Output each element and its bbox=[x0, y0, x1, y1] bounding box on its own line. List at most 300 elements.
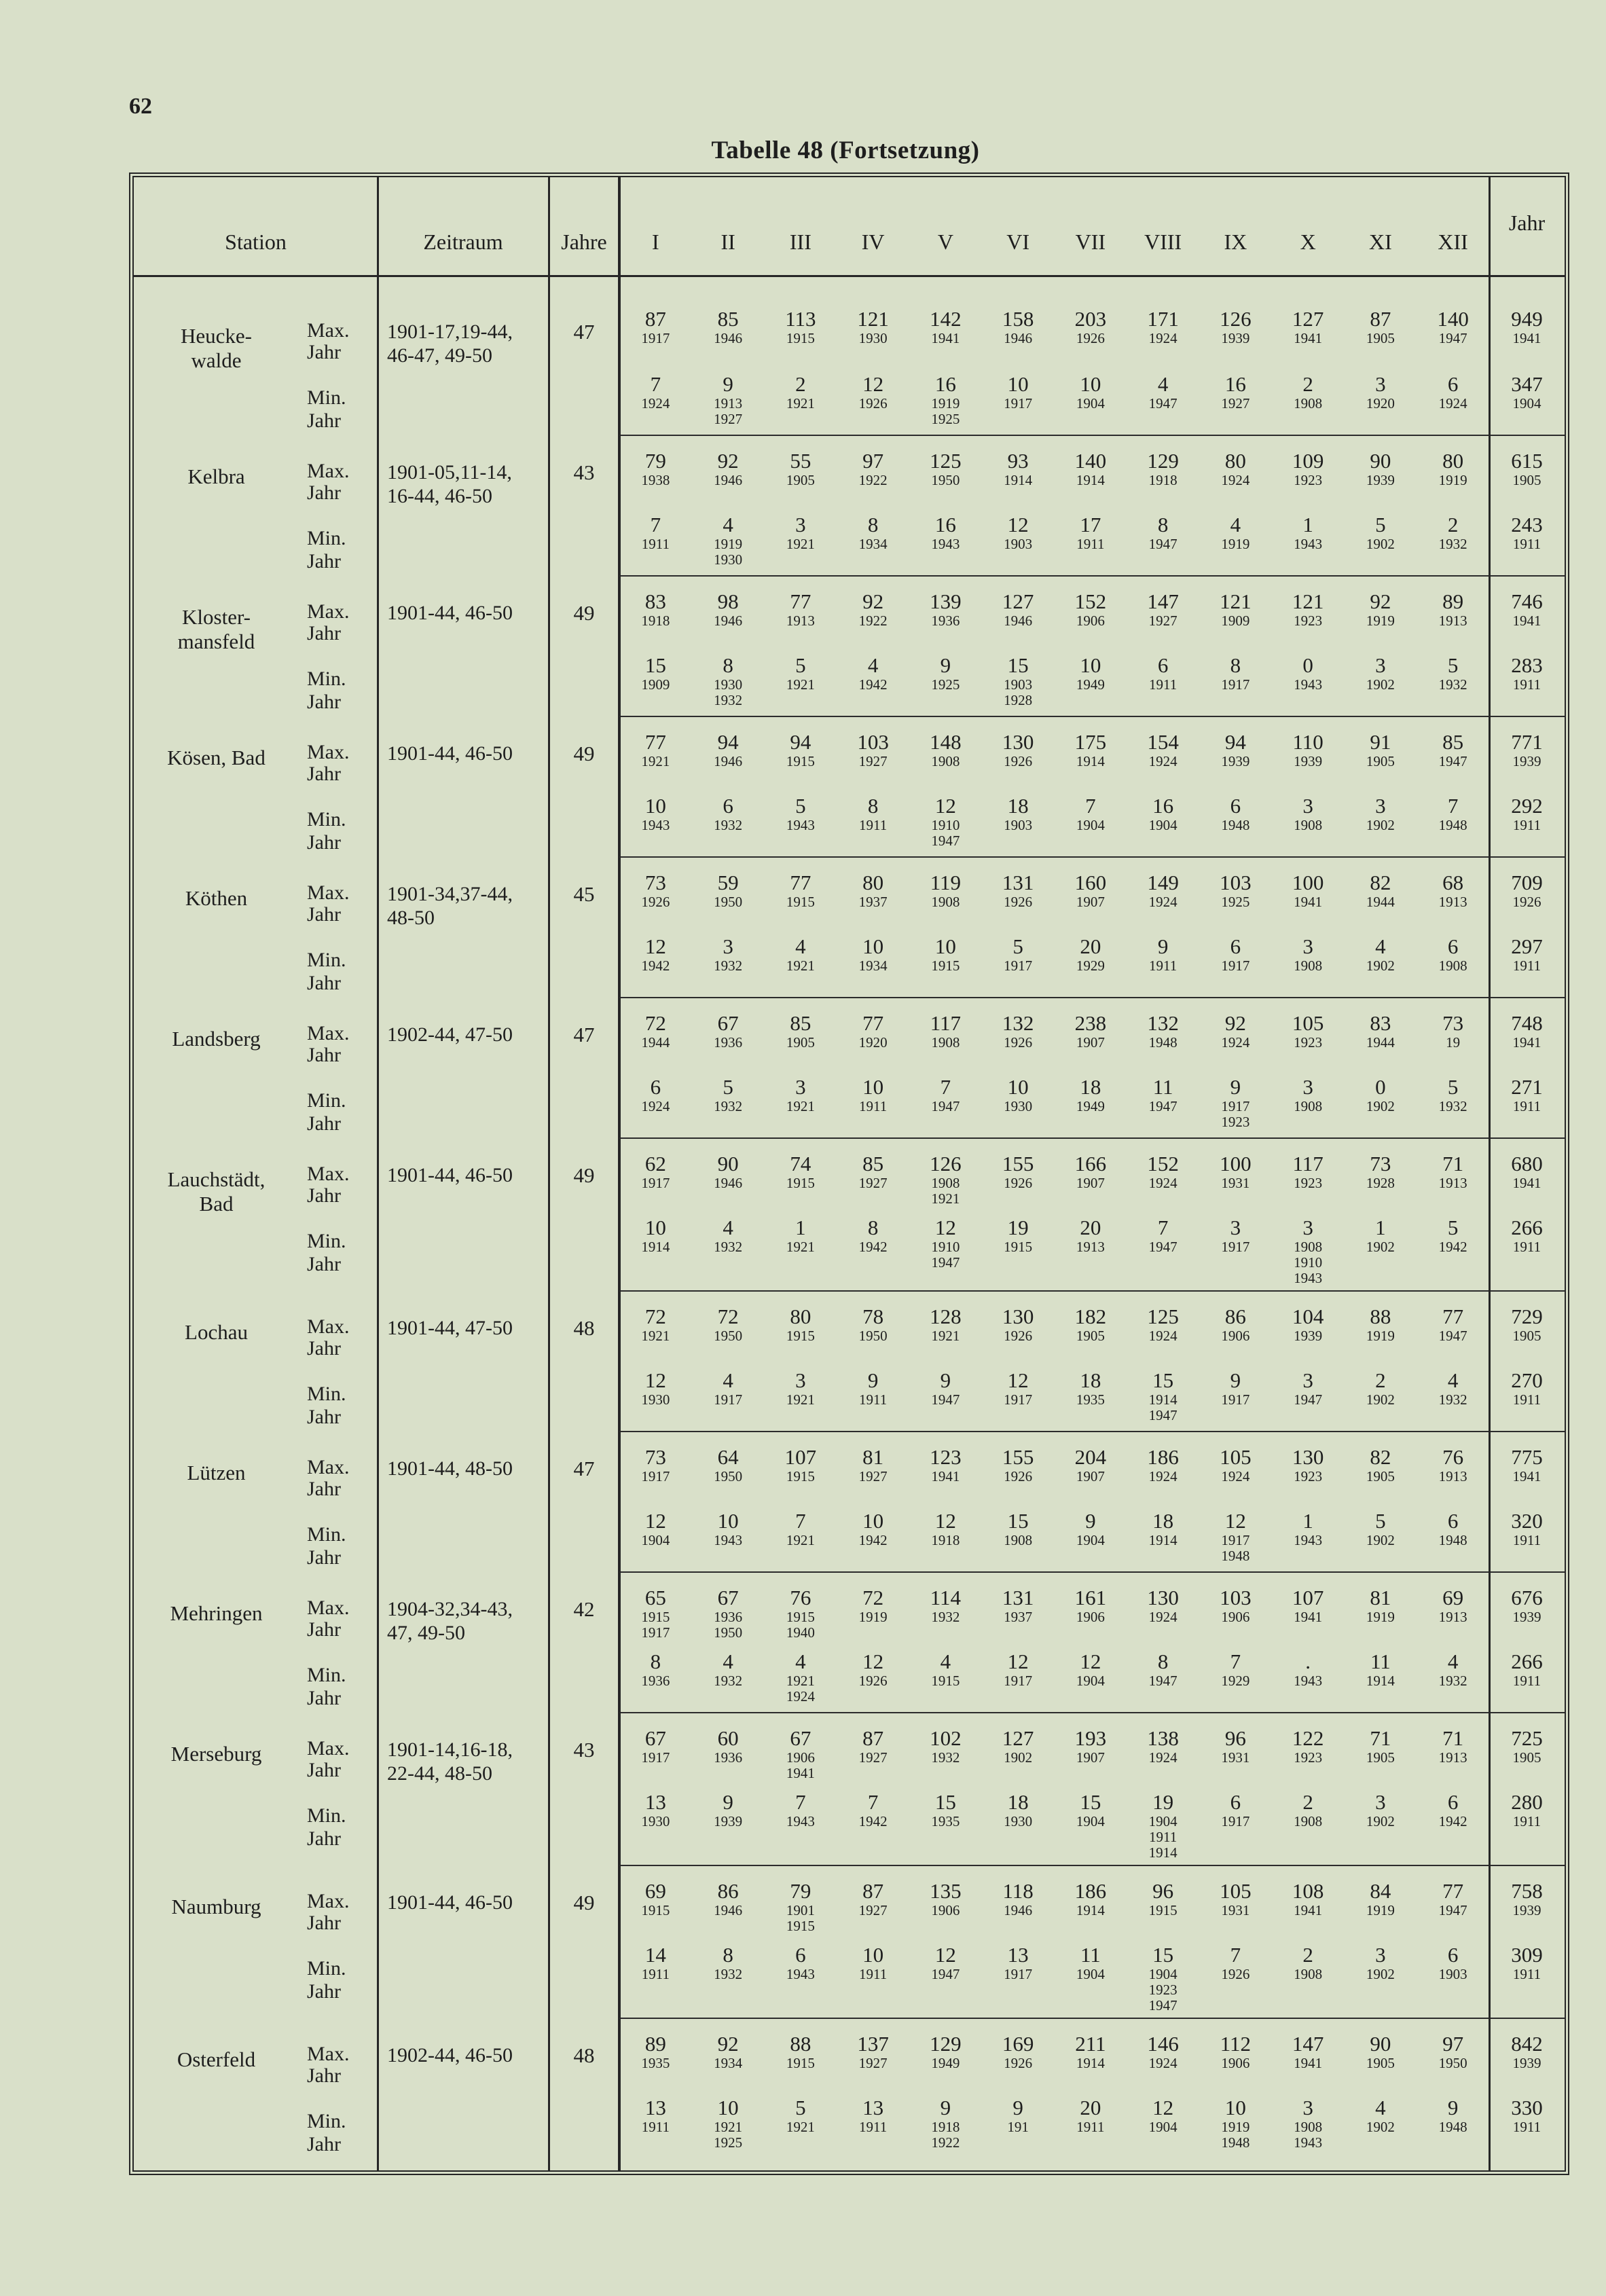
max-value: 83 bbox=[644, 589, 666, 613]
month-min-cell bbox=[1272, 366, 1345, 435]
min-year: 1919 bbox=[1221, 536, 1250, 552]
zeitraum bbox=[378, 1712, 549, 1865]
min-year: 1910 bbox=[1294, 1254, 1323, 1271]
max-year: 1947 bbox=[1438, 1902, 1467, 1918]
month-max-cell bbox=[1055, 1431, 1127, 1503]
jahre-count: 47 bbox=[573, 1023, 595, 1046]
min-value: 2 bbox=[1447, 513, 1459, 536]
zeitraum bbox=[378, 716, 549, 856]
max-year: 1919 bbox=[858, 1609, 888, 1625]
month-max-cell bbox=[1345, 856, 1417, 928]
min-year: 1902 bbox=[1366, 1813, 1395, 1829]
month-max-cell bbox=[1272, 856, 1345, 928]
min-year: 1908 bbox=[1294, 2119, 1323, 2135]
max-label bbox=[299, 1571, 378, 1643]
jahre-count: 48 bbox=[573, 2043, 595, 2067]
jahr-label-text: Jahr bbox=[307, 550, 341, 572]
min-value: 8 bbox=[723, 653, 733, 677]
min-value: 12 bbox=[934, 1943, 956, 1967]
jahr-label-text: Jahr bbox=[307, 831, 341, 854]
max-value: 119 bbox=[930, 871, 962, 894]
min-value: 4 bbox=[940, 1650, 951, 1673]
station-name-line: Mehringen bbox=[170, 1601, 263, 1625]
jahr-label-text: Jahr bbox=[307, 1618, 341, 1641]
max-year: 1924 bbox=[1148, 1328, 1178, 1344]
annual-min-cell bbox=[1489, 1937, 1565, 2018]
zeitraum-line: 22-44, 48-50 bbox=[387, 1762, 492, 1785]
header-jahre: Jahre bbox=[561, 230, 607, 254]
min-value: 243 bbox=[1511, 513, 1543, 536]
max-year: 1919 bbox=[1366, 1328, 1395, 1344]
max-year: 1913 bbox=[1438, 1609, 1467, 1625]
max-value: 130 bbox=[1002, 730, 1034, 754]
min-year: 1943 bbox=[786, 1966, 815, 1982]
month-max-cell bbox=[1417, 1865, 1489, 1937]
station-name bbox=[134, 1431, 299, 1571]
month-min-cell bbox=[765, 366, 837, 435]
min-value: 10 bbox=[934, 934, 956, 958]
min-year: 1948 bbox=[1438, 817, 1467, 833]
annual-max-cell bbox=[1489, 716, 1565, 788]
month-min-cell bbox=[1272, 1503, 1345, 1571]
max-value: 87 bbox=[1370, 307, 1391, 331]
month-max-cell bbox=[1417, 575, 1489, 647]
month-max-cell bbox=[1417, 1571, 1489, 1643]
header-month-3: III bbox=[789, 230, 811, 254]
max-year: 1924 bbox=[1148, 753, 1178, 769]
max-label-text: Max. bbox=[307, 741, 350, 763]
min-year: 1948 bbox=[1438, 1532, 1467, 1548]
min-value: 10 bbox=[644, 794, 666, 818]
month-min-cell bbox=[1272, 1362, 1345, 1431]
month-max-cell bbox=[1199, 1137, 1272, 1209]
month-min-cell bbox=[1055, 507, 1127, 575]
max-value: 87 bbox=[862, 1879, 884, 1903]
min-year: 1917 bbox=[1221, 1532, 1250, 1548]
max-value: 161 bbox=[1074, 1586, 1107, 1609]
max-year: 1915 bbox=[786, 330, 815, 346]
max-year: 1921 bbox=[641, 1328, 670, 1344]
month-max-cell bbox=[909, 1137, 982, 1209]
month-max-cell bbox=[1199, 435, 1272, 507]
month-max-cell bbox=[692, 716, 765, 788]
max-year: 1940 bbox=[786, 1624, 815, 1641]
min-value: 10 bbox=[644, 1216, 666, 1239]
column-divider bbox=[548, 177, 550, 2170]
month-max-cell bbox=[982, 1137, 1055, 1209]
min-year: 1911 bbox=[859, 1098, 888, 1114]
min-year: 1925 bbox=[714, 2134, 743, 2151]
min-value: 20 bbox=[1080, 934, 1101, 958]
max-year: 1924 bbox=[1148, 2055, 1178, 2071]
min-year: 1947 bbox=[1294, 1391, 1323, 1408]
min-year: 1904 bbox=[1076, 1966, 1105, 1982]
max-year: 1915 bbox=[641, 1902, 670, 1918]
jahr-label-text: Jahr bbox=[307, 972, 341, 994]
min-value: 283 bbox=[1511, 653, 1543, 677]
max-year: 1919 bbox=[1366, 613, 1395, 629]
month-max-cell bbox=[1199, 575, 1272, 647]
max-year: 1941 bbox=[1294, 2055, 1323, 2071]
jahr-label-text: Jahr bbox=[307, 1406, 341, 1428]
max-value: 92 bbox=[862, 589, 884, 613]
month-max-cell bbox=[909, 2018, 982, 2090]
max-value: 94 bbox=[790, 730, 811, 754]
min-value: 8 bbox=[1157, 513, 1169, 536]
month-max-cell bbox=[1272, 997, 1345, 1069]
min-value: 8 bbox=[867, 513, 879, 536]
month-min-cell bbox=[1345, 507, 1417, 575]
month-max-cell bbox=[692, 1571, 765, 1643]
annual-max-cell bbox=[1489, 997, 1565, 1069]
min-label-text: Min. bbox=[307, 1383, 346, 1405]
min-value: 6 bbox=[1230, 1790, 1241, 1814]
zeitraum-line: 1901-44, 46-50 bbox=[387, 602, 513, 624]
min-year: 1911 bbox=[1076, 2119, 1105, 2135]
jahr-label-text: Jahr bbox=[307, 1827, 341, 1850]
max-year: 1923 bbox=[1294, 472, 1323, 488]
min-year: 1904 bbox=[1076, 1673, 1105, 1689]
month-min-cell bbox=[982, 1643, 1055, 1712]
min-year: 1927 bbox=[714, 411, 743, 427]
month-min-cell bbox=[619, 1643, 692, 1712]
min-year: 1911 bbox=[1512, 1966, 1541, 1982]
month-min-cell bbox=[692, 1503, 765, 1571]
month-min-cell bbox=[765, 1784, 837, 1865]
month-min-cell bbox=[1127, 1643, 1199, 1712]
max-value: 127 bbox=[1002, 589, 1034, 613]
min-year: 1917 bbox=[1004, 1391, 1033, 1408]
month-max-cell bbox=[1055, 716, 1127, 788]
min-year: 1902 bbox=[1366, 1391, 1395, 1408]
header-station: Station bbox=[225, 230, 287, 254]
min-year: 1930 bbox=[1004, 1813, 1033, 1829]
min-value: 9 bbox=[1447, 2096, 1459, 2119]
zeitraum-line: 47, 49-50 bbox=[387, 1622, 465, 1644]
min-label-text: Min. bbox=[307, 2110, 346, 2132]
month-min-cell bbox=[1345, 1784, 1417, 1865]
min-year: 1915 bbox=[931, 1673, 960, 1689]
max-value: 92 bbox=[717, 2032, 739, 2056]
month-max-cell bbox=[909, 575, 982, 647]
max-value: 137 bbox=[857, 2032, 889, 2056]
month-max-cell bbox=[982, 1571, 1055, 1643]
month-min-cell bbox=[619, 788, 692, 856]
month-max-cell bbox=[1345, 1290, 1417, 1362]
station-name-line: walde bbox=[191, 348, 242, 372]
annual-max-cell bbox=[1489, 1431, 1565, 1503]
max-value: 81 bbox=[862, 1445, 884, 1469]
min-value: 10 bbox=[1080, 372, 1101, 396]
max-year: 1946 bbox=[714, 753, 743, 769]
max-year: 1922 bbox=[858, 613, 888, 629]
min-year: 191 bbox=[1007, 2119, 1029, 2135]
month-max-cell bbox=[1127, 856, 1199, 928]
max-year: 1914 bbox=[1076, 753, 1105, 769]
annual-min-cell bbox=[1489, 1643, 1565, 1712]
header-month-2: II bbox=[720, 230, 735, 254]
min-value: 6 bbox=[1230, 934, 1241, 958]
min-year: 1921 bbox=[786, 395, 815, 412]
min-value: 6 bbox=[1447, 1943, 1459, 1967]
month-min-cell bbox=[1127, 1362, 1199, 1431]
month-max-cell bbox=[765, 1431, 837, 1503]
min-value: 12 bbox=[1007, 1368, 1029, 1392]
max-year: 1939 bbox=[1294, 1328, 1323, 1344]
min-value: 18 bbox=[1080, 1368, 1101, 1392]
table-body bbox=[134, 277, 1565, 2170]
min-value: 3 bbox=[1302, 1368, 1313, 1392]
min-year: 1942 bbox=[858, 1239, 888, 1255]
month-max-cell bbox=[1417, 1431, 1489, 1503]
month-max-cell bbox=[909, 1712, 982, 1784]
month-max-cell bbox=[1345, 1137, 1417, 1209]
month-min-cell bbox=[837, 647, 909, 716]
max-value: 107 bbox=[784, 1445, 817, 1469]
max-value: 77 bbox=[790, 871, 811, 894]
header-month-1: I bbox=[652, 230, 659, 254]
month-max-cell bbox=[1272, 294, 1345, 366]
header-zeitraum: Zeitraum bbox=[423, 230, 503, 254]
max-year: 1937 bbox=[858, 894, 888, 910]
max-value: 71 bbox=[1370, 1726, 1391, 1750]
max-value: 135 bbox=[930, 1879, 962, 1903]
min-value: 4 bbox=[1447, 1368, 1459, 1392]
month-min-cell bbox=[982, 928, 1055, 997]
min-value: 3 bbox=[1375, 653, 1386, 677]
min-value: 11 bbox=[1152, 1075, 1173, 1099]
max-value: 676 bbox=[1511, 1586, 1543, 1609]
min-year: 1926 bbox=[858, 1673, 888, 1689]
max-value: 83 bbox=[1370, 1011, 1391, 1035]
min-year: 1943 bbox=[1294, 1532, 1323, 1548]
min-year: 1934 bbox=[858, 536, 888, 552]
annual-min-cell bbox=[1489, 928, 1565, 997]
month-min-cell bbox=[1055, 788, 1127, 856]
max-value: 103 bbox=[1220, 1586, 1252, 1609]
jahr-label-text: Jahr bbox=[307, 622, 341, 644]
max-value: 126 bbox=[1220, 307, 1252, 331]
max-value: 113 bbox=[785, 307, 816, 331]
month-max-cell bbox=[837, 1290, 909, 1362]
month-max-cell bbox=[982, 435, 1055, 507]
annual-max-cell bbox=[1489, 1290, 1565, 1362]
min-year: 1911 bbox=[859, 1966, 888, 1982]
max-value: 89 bbox=[1442, 589, 1464, 613]
annual-min-cell bbox=[1489, 366, 1565, 435]
max-value: 78 bbox=[862, 1305, 884, 1328]
min-value: 5 bbox=[1447, 1075, 1459, 1099]
min-value: 7 bbox=[650, 513, 661, 536]
max-year: 1913 bbox=[1438, 1749, 1467, 1766]
zeitraum-line: 1901-44, 48-50 bbox=[387, 1457, 513, 1480]
min-year: 1943 bbox=[786, 817, 815, 833]
min-value: 4 bbox=[795, 1650, 806, 1673]
max-value: 62 bbox=[644, 1152, 666, 1176]
max-value: 166 bbox=[1074, 1152, 1107, 1176]
month-max-cell bbox=[1345, 997, 1417, 1069]
month-max-cell bbox=[837, 1865, 909, 1937]
min-label-text: Min. bbox=[307, 808, 346, 831]
min-value: 8 bbox=[1230, 653, 1241, 677]
min-value: 10 bbox=[862, 1943, 884, 1967]
month-max-cell bbox=[1055, 1712, 1127, 1784]
min-year: 1932 bbox=[714, 817, 743, 833]
max-value: 130 bbox=[1292, 1445, 1324, 1469]
station-name bbox=[134, 2018, 299, 2158]
min-year: 1902 bbox=[1366, 1098, 1395, 1114]
min-year: 1910 bbox=[931, 817, 960, 833]
max-label bbox=[299, 435, 378, 507]
month-max-cell bbox=[1417, 435, 1489, 507]
min-value: 4 bbox=[723, 1216, 733, 1239]
month-min-cell bbox=[837, 1937, 909, 2018]
max-year: 1941 bbox=[1294, 894, 1323, 910]
min-year: 1930 bbox=[714, 676, 743, 693]
min-year: 1920 bbox=[1366, 395, 1395, 412]
min-value: 2 bbox=[1302, 372, 1313, 396]
min-value: 3 bbox=[1302, 2096, 1313, 2119]
max-year: 1913 bbox=[1438, 1468, 1467, 1484]
max-label-text: Max. bbox=[307, 319, 350, 342]
max-year: 1941 bbox=[1294, 330, 1323, 346]
min-year: 1911 bbox=[1512, 1098, 1541, 1114]
min-label bbox=[299, 928, 378, 997]
max-value: 140 bbox=[1437, 307, 1469, 331]
month-min-cell bbox=[1272, 1937, 1345, 2018]
min-year: 1942 bbox=[858, 1532, 888, 1548]
jahr-label-text: Jahr bbox=[307, 1980, 341, 2003]
month-min-cell bbox=[1055, 2090, 1127, 2158]
min-year: 1904 bbox=[1148, 1813, 1178, 1829]
min-year: 1921 bbox=[786, 2119, 815, 2135]
max-year: 1906 bbox=[931, 1902, 960, 1918]
min-value: 280 bbox=[1511, 1790, 1543, 1814]
min-year: 1924 bbox=[1438, 395, 1467, 412]
min-value: 18 bbox=[1007, 794, 1029, 818]
max-year: 1909 bbox=[1221, 613, 1250, 629]
month-max-cell bbox=[1199, 294, 1272, 366]
min-year: 1917 bbox=[1221, 1098, 1250, 1114]
min-year: 1911 bbox=[1512, 2119, 1541, 2135]
month-max-cell bbox=[1127, 1290, 1199, 1362]
min-year: 1902 bbox=[1366, 2119, 1395, 2135]
month-max-cell bbox=[1272, 435, 1345, 507]
max-label-text: Max. bbox=[307, 1890, 350, 1912]
month-max-cell bbox=[619, 2018, 692, 2090]
max-year: 1908 bbox=[931, 753, 960, 769]
max-year: 1931 bbox=[1221, 1902, 1250, 1918]
column-divider bbox=[1489, 177, 1491, 2170]
max-value: 129 bbox=[1147, 449, 1179, 473]
max-value: 147 bbox=[1147, 589, 1179, 613]
min-value: 9 bbox=[940, 653, 951, 677]
min-year: 1911 bbox=[1149, 1829, 1178, 1845]
min-value: 3 bbox=[795, 1368, 806, 1392]
month-min-cell bbox=[1417, 1784, 1489, 1865]
month-max-cell bbox=[765, 1865, 837, 1937]
min-year: 1928 bbox=[1004, 692, 1033, 708]
min-year: 1935 bbox=[931, 1813, 960, 1829]
min-year: 1904 bbox=[1076, 395, 1105, 412]
month-min-cell bbox=[619, 2090, 692, 2158]
header-month-11: XI bbox=[1368, 230, 1392, 254]
max-value: 97 bbox=[862, 449, 884, 473]
max-year: 1923 bbox=[1294, 613, 1323, 629]
max-year: 1924 bbox=[1148, 1468, 1178, 1484]
min-year: 1909 bbox=[641, 676, 670, 693]
max-value: 117 bbox=[1292, 1152, 1324, 1176]
month-max-cell bbox=[1272, 716, 1345, 788]
max-year: 1927 bbox=[858, 1902, 888, 1918]
max-year: 1924 bbox=[1148, 330, 1178, 346]
month-min-cell bbox=[765, 1937, 837, 2018]
max-year: 1926 bbox=[1004, 1328, 1033, 1344]
min-value: 3 bbox=[1302, 934, 1313, 958]
min-year: 1924 bbox=[786, 1688, 815, 1705]
month-min-cell bbox=[1417, 1362, 1489, 1431]
month-max-cell bbox=[982, 716, 1055, 788]
min-value: 330 bbox=[1511, 2096, 1543, 2119]
month-min-cell bbox=[1127, 928, 1199, 997]
max-value: 85 bbox=[717, 307, 739, 331]
max-value: 79 bbox=[644, 449, 666, 473]
month-min-cell bbox=[1127, 1069, 1199, 1137]
min-value: 297 bbox=[1511, 934, 1543, 958]
month-min-cell bbox=[837, 1209, 909, 1290]
month-max-cell bbox=[1345, 435, 1417, 507]
station-name bbox=[134, 1865, 299, 2018]
min-value: 17 bbox=[1080, 513, 1101, 536]
header-month-5: V bbox=[937, 230, 953, 254]
max-year: 1936 bbox=[714, 1609, 743, 1625]
min-year: 1949 bbox=[1076, 676, 1105, 693]
max-value: 90 bbox=[717, 1152, 739, 1176]
max-value: 77 bbox=[644, 730, 666, 754]
max-year: 1914 bbox=[1004, 472, 1033, 488]
month-max-cell bbox=[1127, 294, 1199, 366]
max-year: 1950 bbox=[931, 472, 960, 488]
month-max-cell bbox=[837, 294, 909, 366]
month-min-cell bbox=[765, 647, 837, 716]
month-max-cell bbox=[982, 1712, 1055, 1784]
min-value: 4 bbox=[795, 934, 806, 958]
min-year: 1932 bbox=[1438, 676, 1467, 693]
max-year: 1932 bbox=[931, 1749, 960, 1766]
min-year: 1902 bbox=[1366, 1966, 1395, 1982]
min-year: 1948 bbox=[1221, 2134, 1250, 2151]
month-max-cell bbox=[1272, 2018, 1345, 2090]
jahre-count: 42 bbox=[573, 1597, 595, 1621]
max-value: 211 bbox=[1075, 2032, 1106, 2056]
min-year: 1921 bbox=[786, 536, 815, 552]
station-name-line: Lochau bbox=[185, 1320, 248, 1344]
max-label bbox=[299, 1431, 378, 1503]
min-value: 13 bbox=[644, 1790, 666, 1814]
max-year: 1924 bbox=[1148, 1749, 1178, 1766]
month-min-cell bbox=[1345, 1643, 1417, 1712]
month-min-cell bbox=[1272, 1069, 1345, 1137]
min-year: 1947 bbox=[1148, 1673, 1178, 1689]
min-value: 10 bbox=[1007, 1075, 1029, 1099]
min-year: 1918 bbox=[931, 2119, 960, 2135]
min-value: 8 bbox=[867, 1216, 879, 1239]
max-year: 1941 bbox=[1512, 1034, 1541, 1051]
min-value: 4 bbox=[1375, 2096, 1386, 2119]
max-value: 67 bbox=[644, 1726, 666, 1750]
max-year: 1924 bbox=[1148, 1175, 1178, 1191]
month-min-cell bbox=[1199, 788, 1272, 856]
